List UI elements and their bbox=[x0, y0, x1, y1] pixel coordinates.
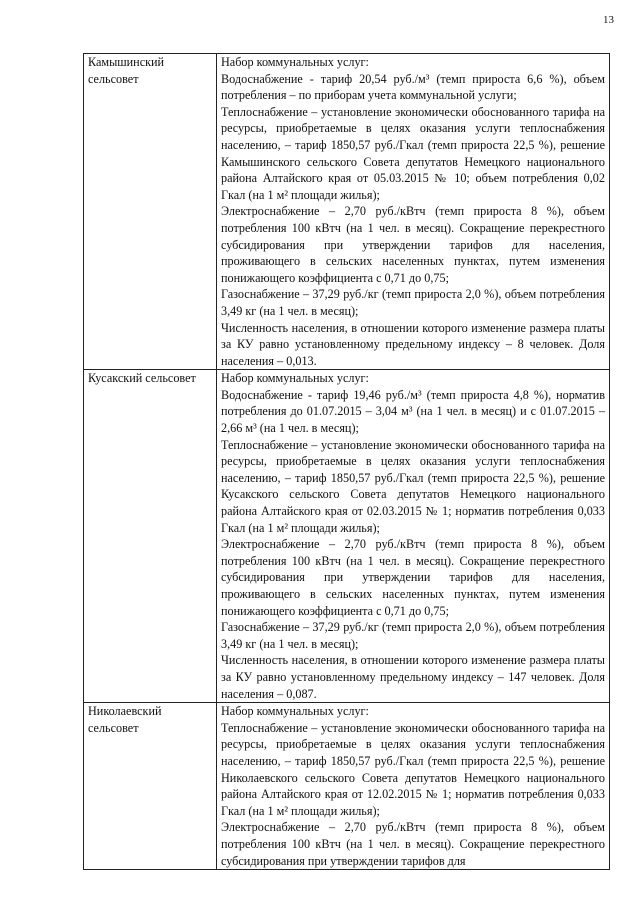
paragraph: Численность населения, в отношении которого изменение размера платы за КУ равно установленному предельному индексу – 8 человек. Доля населения – 0,013. bbox=[221, 320, 605, 368]
services-cell bbox=[217, 54, 610, 370]
settlements-table bbox=[83, 53, 610, 870]
paragraph: Водоснабжение - тариф 20,54 руб./м³ (темп прироста 6,6 %), объем потребления – по приборам учета коммунальной услуги; bbox=[221, 71, 605, 103]
page-number: 13 bbox=[603, 14, 614, 26]
settlement-name: Камышинский сельсовет bbox=[84, 54, 217, 370]
settlement-name: Николаевский сельсовет bbox=[84, 703, 217, 870]
services-cell bbox=[217, 703, 610, 870]
paragraph: Газоснабжение – 37,29 руб./кг (темп прироста 2,0 %), объем потребления 3,49 кг (на 1 чел. в месяц); bbox=[221, 287, 605, 318]
paragraph: Набор коммунальных услуг: bbox=[221, 704, 369, 719]
settlement-name: Кусакский сельсовет bbox=[84, 370, 217, 703]
paragraph: Водоснабжение - тариф 19,46 руб./м³ (темп прироста 4,8 %), норматив потребления до 01.07.2015 – 3,04 м³ (на 1 чел. в месяц) и с 01.07.2015 – 2,66 м³ (на 1 чел. в месяц); bbox=[221, 387, 605, 436]
paragraph: Газоснабжение – 37,29 руб./кг (темп прироста 2,0 %), объем потребления 3,49 кг (на 1 чел. в месяц); bbox=[221, 620, 605, 651]
paragraph: Электроснабжение – 2,70 руб./кВтч (темп прироста 8 %), объем потребления 100 кВтч (на 1 чел. в месяц). Сокращение перекрестного субсидирования при утверждении тарифов для bbox=[221, 820, 605, 868]
paragraph: Теплоснабжение – установление экономически обоснованного тарифа на ресурсы, приобретаемые в целях оказания услуги теплоснабжения населению, – тариф 1850,57 руб./Гкал (темп прироста 22,5 %), решение Николаевского сельского Совета депутатов Немецкого национального района Алтайского края от 12.02.2015 № 1; норматив потребления 0,033 Гкал (на 1 м² площади жилья); bbox=[221, 720, 605, 818]
paragraph: Электроснабжение – 2,70 руб./кВтч (темп прироста 8 %), объем потребления 100 кВтч (на 1 чел. в месяц). Сокращение перекрестного субсидирования при утверждении тарифов для населения, проживающего в сельских населенных пунктах, путем изменения понижающего коэффициента с 0,71 до 0,75; bbox=[221, 204, 605, 285]
paragraph: Набор коммунальных услуг: bbox=[221, 371, 369, 386]
paragraph: Электроснабжение – 2,70 руб./кВтч (темп прироста 8 %), объем потребления 100 кВтч (на 1 чел. в месяц). Сокращение перекрестного субсидирования при утверждении тарифов для населения, проживающего в сельских населенных пунктах, путем изменения понижающего коэффициента с 0,71 до 0,75; bbox=[221, 537, 605, 618]
table-row bbox=[84, 54, 610, 370]
paragraph: Теплоснабжение – установление экономически обоснованного тарифа на ресурсы, приобретаемые в целях оказания услуги теплоснабжения населению, – тариф 1850,57 руб./Гкал (темп прироста 22,5 %), решение Камышинского сельского Совета депутатов Немецкого национального района Алтайского края от 05.03.2015 № 10; объем потребления 0,02 Гкал (на 1 м² площади жилья); bbox=[221, 104, 605, 202]
paragraph: Теплоснабжение – установление экономически обоснованного тарифа на ресурсы, приобретаемые в целях оказания услуги теплоснабжения населению, – тариф 1850,57 руб./Гкал (темп прироста 22,5 %), решение Кусакского сельского Совета депутатов Немецкого национального района Алтайского края от 02.03.2015 № 1; норматив потребления 0,033 Гкал (на 1 м² площади жилья); bbox=[221, 437, 605, 535]
table-row bbox=[84, 370, 610, 703]
paragraph: Набор коммунальных услуг: bbox=[221, 55, 369, 69]
paragraph: Численность населения, в отношении которого изменение размера платы за КУ равно установленному предельному индексу – 147 человек. Доля населения – 0,087. bbox=[221, 653, 605, 701]
services-cell bbox=[217, 370, 610, 703]
table-row bbox=[84, 703, 610, 870]
